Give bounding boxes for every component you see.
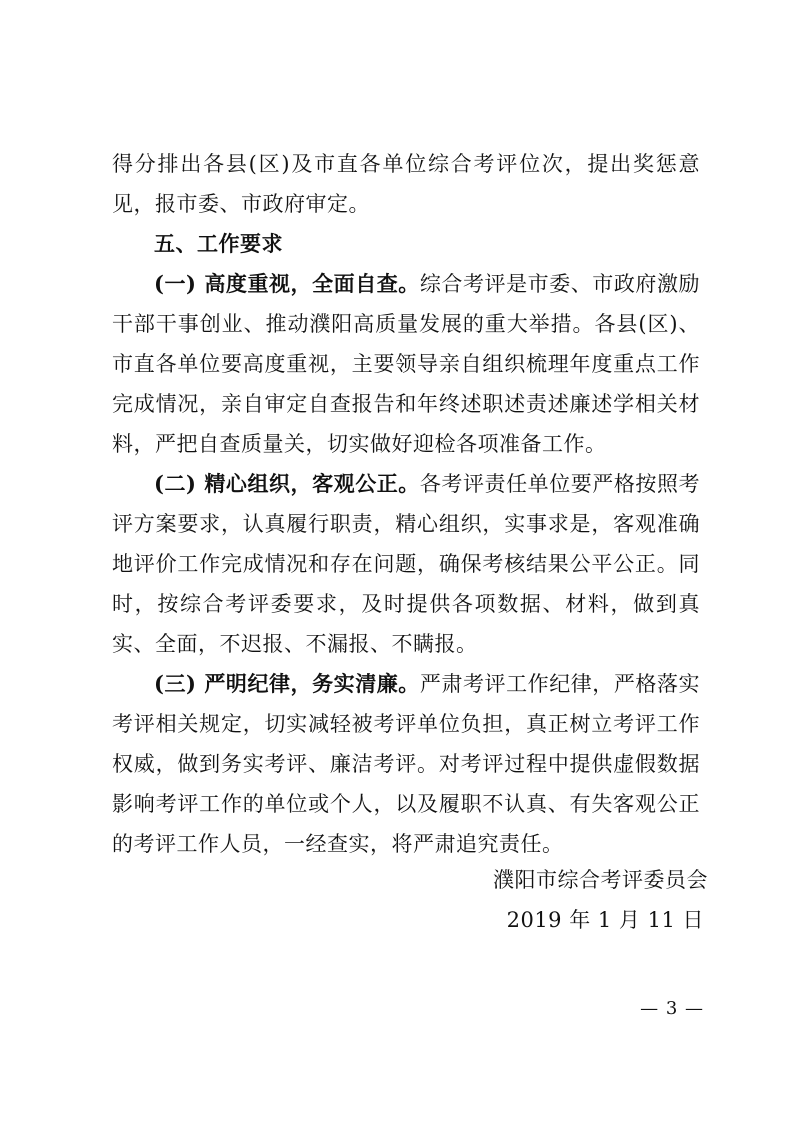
requirement-item-3-body: 严肃考评工作纪律，严格落实考评相关规定，切实减轻被考评单位负担，真正树立考评工作权威，做到务实考评、廉洁考评。对考评过程中提供虚假数据影响考评工作的单位或个人，以及履职不认真、有失客观公正的考评工作人员，一经查实，将严肃追究责任。 <box>112 672 701 856</box>
requirement-item-1 <box>112 264 700 464</box>
section-heading: 五、工作要求 <box>154 231 283 256</box>
requirement-item-1-body: 综合考评是市委、市政府激励干部干事创业、推动濮阳高质量发展的重大举措。各县(区)、市直各单位要高度重视，主要领导亲自组织梳理年度重点工作完成情况，亲自审定自查报告和年终述职述责述廉述学相关材料，严把自查质量关，切实做好迎检各项准备工作。 <box>112 272 701 456</box>
requirement-item-1-lead: (一) 高度重视，全面自查。 <box>154 271 420 296</box>
requirement-item-3 <box>112 664 700 864</box>
issue-date: 2019 年 1 月 11 日 <box>506 908 704 932</box>
issuing-organization: 濮阳市综合考评委员会 <box>493 868 708 892</box>
page-number: — 3 — <box>640 998 704 1019</box>
document-body <box>112 144 700 864</box>
continuation-paragraph: 得分排出各县(区)及市直各单位综合考评位次，提出奖惩意见，报市委、市政府审定。 <box>112 152 700 216</box>
signature-block <box>493 860 708 940</box>
requirement-item-3-lead: (三) 严明纪律，务实清廉。 <box>154 671 420 696</box>
requirement-item-2-lead: (二) 精心组织，客观公正。 <box>154 471 420 496</box>
requirement-item-2 <box>112 464 700 664</box>
requirement-item-2-body: 各考评责任单位要严格按照考评方案要求，认真履行职责，精心组织，实事求是，客观准确地评价工作完成情况和存在问题，确保考核结果公平公正。同时，按综合考评委要求，及时提供各项数据、材料，做到真实、全面，不迟报、不漏报、不瞒报。 <box>112 472 701 656</box>
